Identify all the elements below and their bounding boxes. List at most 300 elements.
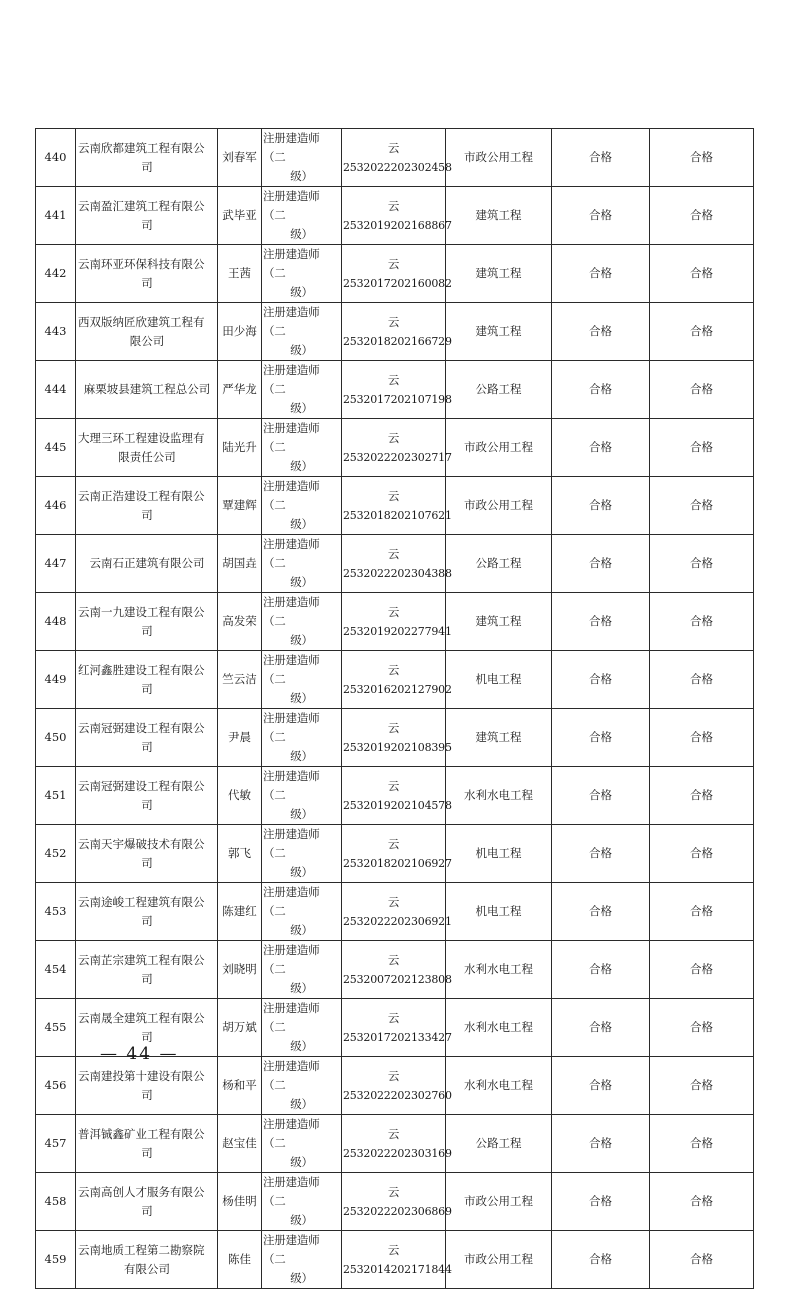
specialty: 水利水电工程 xyxy=(446,1057,552,1115)
row-number: 458 xyxy=(36,1173,76,1231)
certificate-type xyxy=(262,129,342,187)
row-number: 445 xyxy=(36,419,76,477)
company-name-line: 司 xyxy=(141,971,153,986)
certificate-type-line: 注册建造师（二 xyxy=(263,1001,320,1034)
specialty: 市政公用工程 xyxy=(446,419,552,477)
row-number: 450 xyxy=(36,709,76,767)
company-name-line: 限责任公司 xyxy=(118,449,176,464)
specialty: 水利水电工程 xyxy=(446,999,552,1057)
registration-digits xyxy=(343,216,452,235)
certificate-type-line: 注册建造师（二 xyxy=(263,131,320,164)
certificate-type-line: 注册建造师（二 xyxy=(263,189,320,222)
result-2: 合格 xyxy=(650,361,754,419)
table-row xyxy=(36,593,754,651)
specialty: 公路工程 xyxy=(446,1115,552,1173)
table-row xyxy=(36,767,754,825)
certificate-type-line: 级） xyxy=(290,401,313,415)
certificate-type-line: 注册建造师（二 xyxy=(263,1117,320,1150)
result-1: 合格 xyxy=(552,651,650,709)
company-name-line: 云南建投第十建设有限公 xyxy=(78,1068,205,1083)
registration-digits-main: 253201720210719 xyxy=(343,392,445,406)
person-name: 竺云洁 xyxy=(218,651,262,709)
registration-digits-last: 7 xyxy=(444,218,452,232)
company-name-line: 西双版纳匠欣建筑工程有 xyxy=(78,314,205,329)
registration-digits-main: 253202220230316 xyxy=(343,1146,445,1160)
registration-prefix: 云 xyxy=(387,952,400,967)
registration-digits-last: 8 xyxy=(444,566,452,580)
registration-digits-last: 8 xyxy=(444,798,452,812)
certificate-type-line: 注册建造师（二 xyxy=(263,421,320,454)
company-name xyxy=(76,129,218,187)
row-number: 456 xyxy=(36,1057,76,1115)
result-2: 合格 xyxy=(650,419,754,477)
result-2: 合格 xyxy=(650,767,754,825)
specialty: 水利水电工程 xyxy=(446,941,552,999)
specialty: 市政公用工程 xyxy=(446,1173,552,1231)
certificate-type-line: 级） xyxy=(290,1039,313,1053)
certificate-type xyxy=(262,419,342,477)
specialty: 公路工程 xyxy=(446,535,552,593)
person-name: 刘晓明 xyxy=(218,941,262,999)
specialty: 机电工程 xyxy=(446,651,552,709)
company-name xyxy=(76,245,218,303)
certificate-type-line: 级） xyxy=(290,1097,313,1111)
registration-digits-last: 9 xyxy=(444,334,452,348)
registration-digits xyxy=(343,1086,452,1105)
person-name: 代敏 xyxy=(218,767,262,825)
company-name xyxy=(76,767,218,825)
registration-number xyxy=(342,1173,452,1231)
registration-digits xyxy=(343,274,452,293)
result-1: 合格 xyxy=(552,883,650,941)
company-name-line: 司 xyxy=(141,855,153,870)
certificate-type xyxy=(262,709,342,767)
row-number: 449 xyxy=(36,651,76,709)
result-1: 合格 xyxy=(552,825,650,883)
certificate-type xyxy=(262,303,342,361)
row-number: 440 xyxy=(36,129,76,187)
person-name: 杨和平 xyxy=(218,1057,262,1115)
table-row xyxy=(36,883,754,941)
registration-prefix: 云 xyxy=(387,314,400,329)
registration-digits-last: 7 xyxy=(444,856,452,870)
certificate-type xyxy=(262,999,342,1057)
result-2: 合格 xyxy=(650,303,754,361)
person-name: 杨佳明 xyxy=(218,1173,262,1231)
company-name-line: 云南正浩建设工程有限公 xyxy=(78,488,205,503)
certificate-type xyxy=(262,593,342,651)
registration-digits-main: 253201620212790 xyxy=(343,682,445,696)
company-name-line: 云南冠弼建设工程有限公 xyxy=(78,720,205,735)
company-name-line: 司 xyxy=(141,1087,153,1102)
result-2: 合格 xyxy=(650,941,754,999)
certificate-type xyxy=(262,1057,342,1115)
specialty: 建筑工程 xyxy=(446,593,552,651)
company-name xyxy=(76,651,218,709)
registration-digits-main: 253201920210457 xyxy=(343,798,445,812)
company-name xyxy=(76,477,218,535)
company-name-line: 司 xyxy=(141,275,153,290)
certificate-type xyxy=(262,477,342,535)
result-1: 合格 xyxy=(552,593,650,651)
company-name-line: 云南盈汇建筑工程有限公 xyxy=(78,198,205,213)
certificate-type-line: 级） xyxy=(290,1155,313,1169)
certificate-type-line: 注册建造师（二 xyxy=(263,537,320,570)
company-name-line: 云南地质工程第二勘察院 xyxy=(78,1242,205,1257)
result-2: 合格 xyxy=(650,187,754,245)
specialty: 水利水电工程 xyxy=(446,767,552,825)
result-2: 合格 xyxy=(650,535,754,593)
registration-digits-main: 253202220230276 xyxy=(343,1088,445,1102)
company-name-line: 司 xyxy=(141,913,153,928)
registration-digits-last: 0 xyxy=(444,1088,452,1102)
company-name-line: 云南一九建设工程有限公 xyxy=(78,604,205,619)
registration-digits xyxy=(343,1202,452,1221)
registration-number xyxy=(342,129,452,187)
certificate-type-line: 注册建造师（二 xyxy=(263,247,320,280)
result-1: 合格 xyxy=(552,129,650,187)
registration-number xyxy=(342,477,452,535)
company-name-line: 司 xyxy=(141,159,153,174)
table-row xyxy=(36,419,754,477)
result-1: 合格 xyxy=(552,303,650,361)
registration-prefix: 云 xyxy=(387,1068,400,1083)
registration-digits xyxy=(343,1028,452,1047)
registration-digits-last: 1 xyxy=(444,508,452,522)
result-2: 合格 xyxy=(650,1115,754,1173)
registration-digits-last: 2 xyxy=(444,276,452,290)
registration-digits-last: 5 xyxy=(444,740,452,754)
company-name xyxy=(76,1115,218,1173)
registration-number xyxy=(342,767,452,825)
registration-prefix: 云 xyxy=(387,372,400,387)
registration-digits xyxy=(343,680,452,699)
registration-digits xyxy=(343,1144,452,1163)
row-number: 441 xyxy=(36,187,76,245)
row-number: 452 xyxy=(36,825,76,883)
certificate-type xyxy=(262,1173,342,1231)
result-1: 合格 xyxy=(552,361,650,419)
certificate-type xyxy=(262,1115,342,1173)
certificate-type-line: 注册建造师（二 xyxy=(263,769,320,802)
registration-digits xyxy=(343,912,452,931)
registration-digits-main: 253200720212380 xyxy=(343,972,445,986)
table-row xyxy=(36,651,754,709)
registration-digits-main: 253201420217184 xyxy=(343,1262,445,1276)
company-name xyxy=(76,419,218,477)
result-2: 合格 xyxy=(650,883,754,941)
company-name xyxy=(76,883,218,941)
specialty: 市政公用工程 xyxy=(446,129,552,187)
row-number: 459 xyxy=(36,1231,76,1289)
row-number: 448 xyxy=(36,593,76,651)
result-1: 合格 xyxy=(552,709,650,767)
row-number: 451 xyxy=(36,767,76,825)
registration-number xyxy=(342,825,452,883)
table-row xyxy=(36,825,754,883)
registration-prefix: 云 xyxy=(387,430,400,445)
company-name xyxy=(76,1173,218,1231)
certificate-type-line: 注册建造师（二 xyxy=(263,1059,320,1092)
result-1: 合格 xyxy=(552,999,650,1057)
certificate-type-line: 注册建造师（二 xyxy=(263,711,320,744)
registration-digits-last: 8 xyxy=(444,160,452,174)
company-name-line: 云南冠弼建设工程有限公 xyxy=(78,778,205,793)
table-row xyxy=(36,361,754,419)
result-2: 合格 xyxy=(650,245,754,303)
person-name: 陈建红 xyxy=(218,883,262,941)
person-name: 尹晨 xyxy=(218,709,262,767)
registration-digits xyxy=(343,448,452,467)
person-name: 胡万斌 xyxy=(218,999,262,1057)
result-1: 合格 xyxy=(552,419,650,477)
certificate-type-line: 级） xyxy=(290,633,313,647)
registration-prefix: 云 xyxy=(387,140,400,155)
company-name xyxy=(76,187,218,245)
registration-digits-main: 253201920216886 xyxy=(343,218,445,232)
registration-digits-last: 2 xyxy=(444,682,452,696)
table-row xyxy=(36,303,754,361)
result-2: 合格 xyxy=(650,1173,754,1231)
registration-digits-main: 253201820216672 xyxy=(343,334,445,348)
company-name-line: 司 xyxy=(141,1203,153,1218)
company-name xyxy=(76,535,218,593)
table-body xyxy=(36,129,754,1289)
registration-number xyxy=(342,187,452,245)
certificate-type-line: 级） xyxy=(290,1271,313,1285)
company-name xyxy=(76,1057,218,1115)
company-name xyxy=(76,361,218,419)
specialty: 公路工程 xyxy=(446,361,552,419)
company-name-line: 云南芷宗建筑工程有限公 xyxy=(78,952,205,967)
row-number: 443 xyxy=(36,303,76,361)
certificate-type-line: 注册建造师（二 xyxy=(263,653,320,686)
certificate-type-line: 注册建造师（二 xyxy=(263,1233,320,1266)
registration-number xyxy=(342,361,452,419)
registration-digits xyxy=(343,738,452,757)
certificate-type-line: 级） xyxy=(290,749,313,763)
row-number: 454 xyxy=(36,941,76,999)
registration-prefix: 云 xyxy=(387,198,400,213)
table-row xyxy=(36,1231,754,1289)
registration-digits-main: 253201820210762 xyxy=(343,508,445,522)
certificate-type xyxy=(262,883,342,941)
person-name: 高发荣 xyxy=(218,593,262,651)
table-row xyxy=(36,187,754,245)
registration-digits-main: 253202220230692 xyxy=(343,914,445,928)
certificate-type-line: 注册建造师（二 xyxy=(263,305,320,338)
company-name-line: 有限公司 xyxy=(124,1261,170,1276)
result-1: 合格 xyxy=(552,187,650,245)
company-name-line: 司 xyxy=(141,623,153,638)
certificate-type xyxy=(262,535,342,593)
result-1: 合格 xyxy=(552,767,650,825)
company-name-line: 司 xyxy=(141,681,153,696)
registration-digits xyxy=(343,390,452,409)
company-name-line: 云南欣都建筑工程有限公 xyxy=(78,140,205,155)
certificate-type-line: 级） xyxy=(290,691,313,705)
registration-digits-main: 253202220230438 xyxy=(343,566,445,580)
registration-digits-last: 9 xyxy=(444,1204,452,1218)
company-name-line: 司 xyxy=(141,217,153,232)
registration-number xyxy=(342,709,452,767)
specialty: 建筑工程 xyxy=(446,303,552,361)
person-name: 刘春军 xyxy=(218,129,262,187)
result-2: 合格 xyxy=(650,477,754,535)
company-name xyxy=(76,709,218,767)
specialty: 市政公用工程 xyxy=(446,1231,552,1289)
certificate-type-line: 级） xyxy=(290,285,313,299)
person-name: 覃建辉 xyxy=(218,477,262,535)
person-name: 陈佳 xyxy=(218,1231,262,1289)
registration-number xyxy=(342,883,452,941)
registration-digits xyxy=(343,332,452,351)
result-1: 合格 xyxy=(552,1231,650,1289)
company-name-line: 大理三环工程建设监理有 xyxy=(78,430,205,445)
row-number: 457 xyxy=(36,1115,76,1173)
certificate-type xyxy=(262,825,342,883)
results-table xyxy=(35,128,754,1289)
certificate-type-line: 级） xyxy=(290,1213,313,1227)
specialty: 建筑工程 xyxy=(446,709,552,767)
row-number: 446 xyxy=(36,477,76,535)
registration-digits-main: 253202220230245 xyxy=(343,160,445,174)
registration-digits xyxy=(343,158,452,177)
table-row xyxy=(36,129,754,187)
specialty: 机电工程 xyxy=(446,883,552,941)
registration-number xyxy=(342,303,452,361)
certificate-type-line: 级） xyxy=(290,981,313,995)
registration-prefix: 云 xyxy=(387,662,400,677)
registration-digits xyxy=(343,796,452,815)
table-row xyxy=(36,477,754,535)
registration-number xyxy=(342,1115,452,1173)
registration-digits-last: 4 xyxy=(444,1262,452,1276)
registration-number xyxy=(342,1057,452,1115)
certificate-type-line: 注册建造师（二 xyxy=(263,479,320,512)
registration-digits xyxy=(343,506,452,525)
registration-prefix: 云 xyxy=(387,604,400,619)
registration-prefix: 云 xyxy=(387,778,400,793)
certificate-type-line: 级） xyxy=(290,923,313,937)
registration-prefix: 云 xyxy=(387,1010,400,1025)
table-row xyxy=(36,709,754,767)
registration-digits-main: 253201720213342 xyxy=(343,1030,445,1044)
certificate-type-line: 注册建造师（二 xyxy=(263,885,320,918)
result-2: 合格 xyxy=(650,999,754,1057)
registration-digits-last: 8 xyxy=(444,972,452,986)
certificate-type-line: 注册建造师（二 xyxy=(263,363,320,396)
registration-prefix: 云 xyxy=(387,720,400,735)
company-name-line: 麻栗坡县建筑工程总公司 xyxy=(83,382,211,396)
company-name-line: 云南环亚环保科技有限公 xyxy=(78,256,205,271)
registration-digits-last: 1 xyxy=(444,914,452,928)
registration-digits xyxy=(343,854,452,873)
registration-digits-last: 8 xyxy=(444,392,452,406)
specialty: 机电工程 xyxy=(446,825,552,883)
specialty: 建筑工程 xyxy=(446,187,552,245)
certificate-type-line: 注册建造师（二 xyxy=(263,1175,320,1208)
result-1: 合格 xyxy=(552,941,650,999)
result-2: 合格 xyxy=(650,825,754,883)
company-name-line: 云南高创人才服务有限公 xyxy=(78,1184,205,1199)
registration-digits-main: 253202220230686 xyxy=(343,1204,445,1218)
result-1: 合格 xyxy=(552,535,650,593)
certificate-type xyxy=(262,1231,342,1289)
registration-digits-last: 7 xyxy=(444,450,452,464)
registration-number xyxy=(342,1231,452,1289)
table-row xyxy=(36,535,754,593)
registration-digits xyxy=(343,622,452,641)
person-name: 严华龙 xyxy=(218,361,262,419)
row-number: 447 xyxy=(36,535,76,593)
result-2: 合格 xyxy=(650,1057,754,1115)
company-name xyxy=(76,941,218,999)
result-1: 合格 xyxy=(552,1115,650,1173)
result-2: 合格 xyxy=(650,651,754,709)
company-name-line: 云南晟全建筑工程有限公 xyxy=(78,1010,205,1025)
certificate-type-line: 级） xyxy=(290,517,313,531)
registration-prefix: 云 xyxy=(387,1242,400,1257)
company-name xyxy=(76,1231,218,1289)
person-name: 郭飞 xyxy=(218,825,262,883)
registration-digits xyxy=(343,970,452,989)
registration-digits-last: 7 xyxy=(444,1030,452,1044)
page-number: — 44 — xyxy=(100,1044,179,1064)
result-1: 合格 xyxy=(552,245,650,303)
specialty: 市政公用工程 xyxy=(446,477,552,535)
registration-prefix: 云 xyxy=(387,836,400,851)
person-name: 陆光升 xyxy=(218,419,262,477)
certificate-type-line: 注册建造师（二 xyxy=(263,943,320,976)
person-name: 田少海 xyxy=(218,303,262,361)
certificate-type xyxy=(262,941,342,999)
certificate-type-line: 级） xyxy=(290,807,313,821)
certificate-type-line: 级） xyxy=(290,169,313,183)
company-name-line: 红河鑫胜建设工程有限公 xyxy=(78,662,205,677)
registration-number xyxy=(342,535,452,593)
certificate-type-line: 注册建造师（二 xyxy=(263,595,320,628)
table-row xyxy=(36,1115,754,1173)
registration-digits-main: 253201920210839 xyxy=(343,740,445,754)
certificate-type-line: 级） xyxy=(290,227,313,241)
registration-digits-last: 9 xyxy=(444,1146,452,1160)
result-2: 合格 xyxy=(650,593,754,651)
row-number: 442 xyxy=(36,245,76,303)
registration-digits-main: 253202220230271 xyxy=(343,450,445,464)
company-name-line: 司 xyxy=(141,739,153,754)
registration-number xyxy=(342,999,452,1057)
certificate-type-line: 注册建造师（二 xyxy=(263,827,320,860)
result-1: 合格 xyxy=(552,1173,650,1231)
certificate-type-line: 级） xyxy=(290,575,313,589)
result-2: 合格 xyxy=(650,709,754,767)
person-name: 王茜 xyxy=(218,245,262,303)
company-name xyxy=(76,593,218,651)
company-name-line: 云南石正建筑有限公司 xyxy=(89,556,205,570)
table-row xyxy=(36,941,754,999)
registration-prefix: 云 xyxy=(387,894,400,909)
company-name-line: 司 xyxy=(141,797,153,812)
company-name-line: 限公司 xyxy=(129,333,165,348)
result-1: 合格 xyxy=(552,477,650,535)
certificate-type xyxy=(262,187,342,245)
certificate-type xyxy=(262,361,342,419)
registration-digits-last: 1 xyxy=(444,624,452,638)
registration-prefix: 云 xyxy=(387,488,400,503)
company-name-line: 司 xyxy=(141,1145,153,1160)
registration-number xyxy=(342,941,452,999)
